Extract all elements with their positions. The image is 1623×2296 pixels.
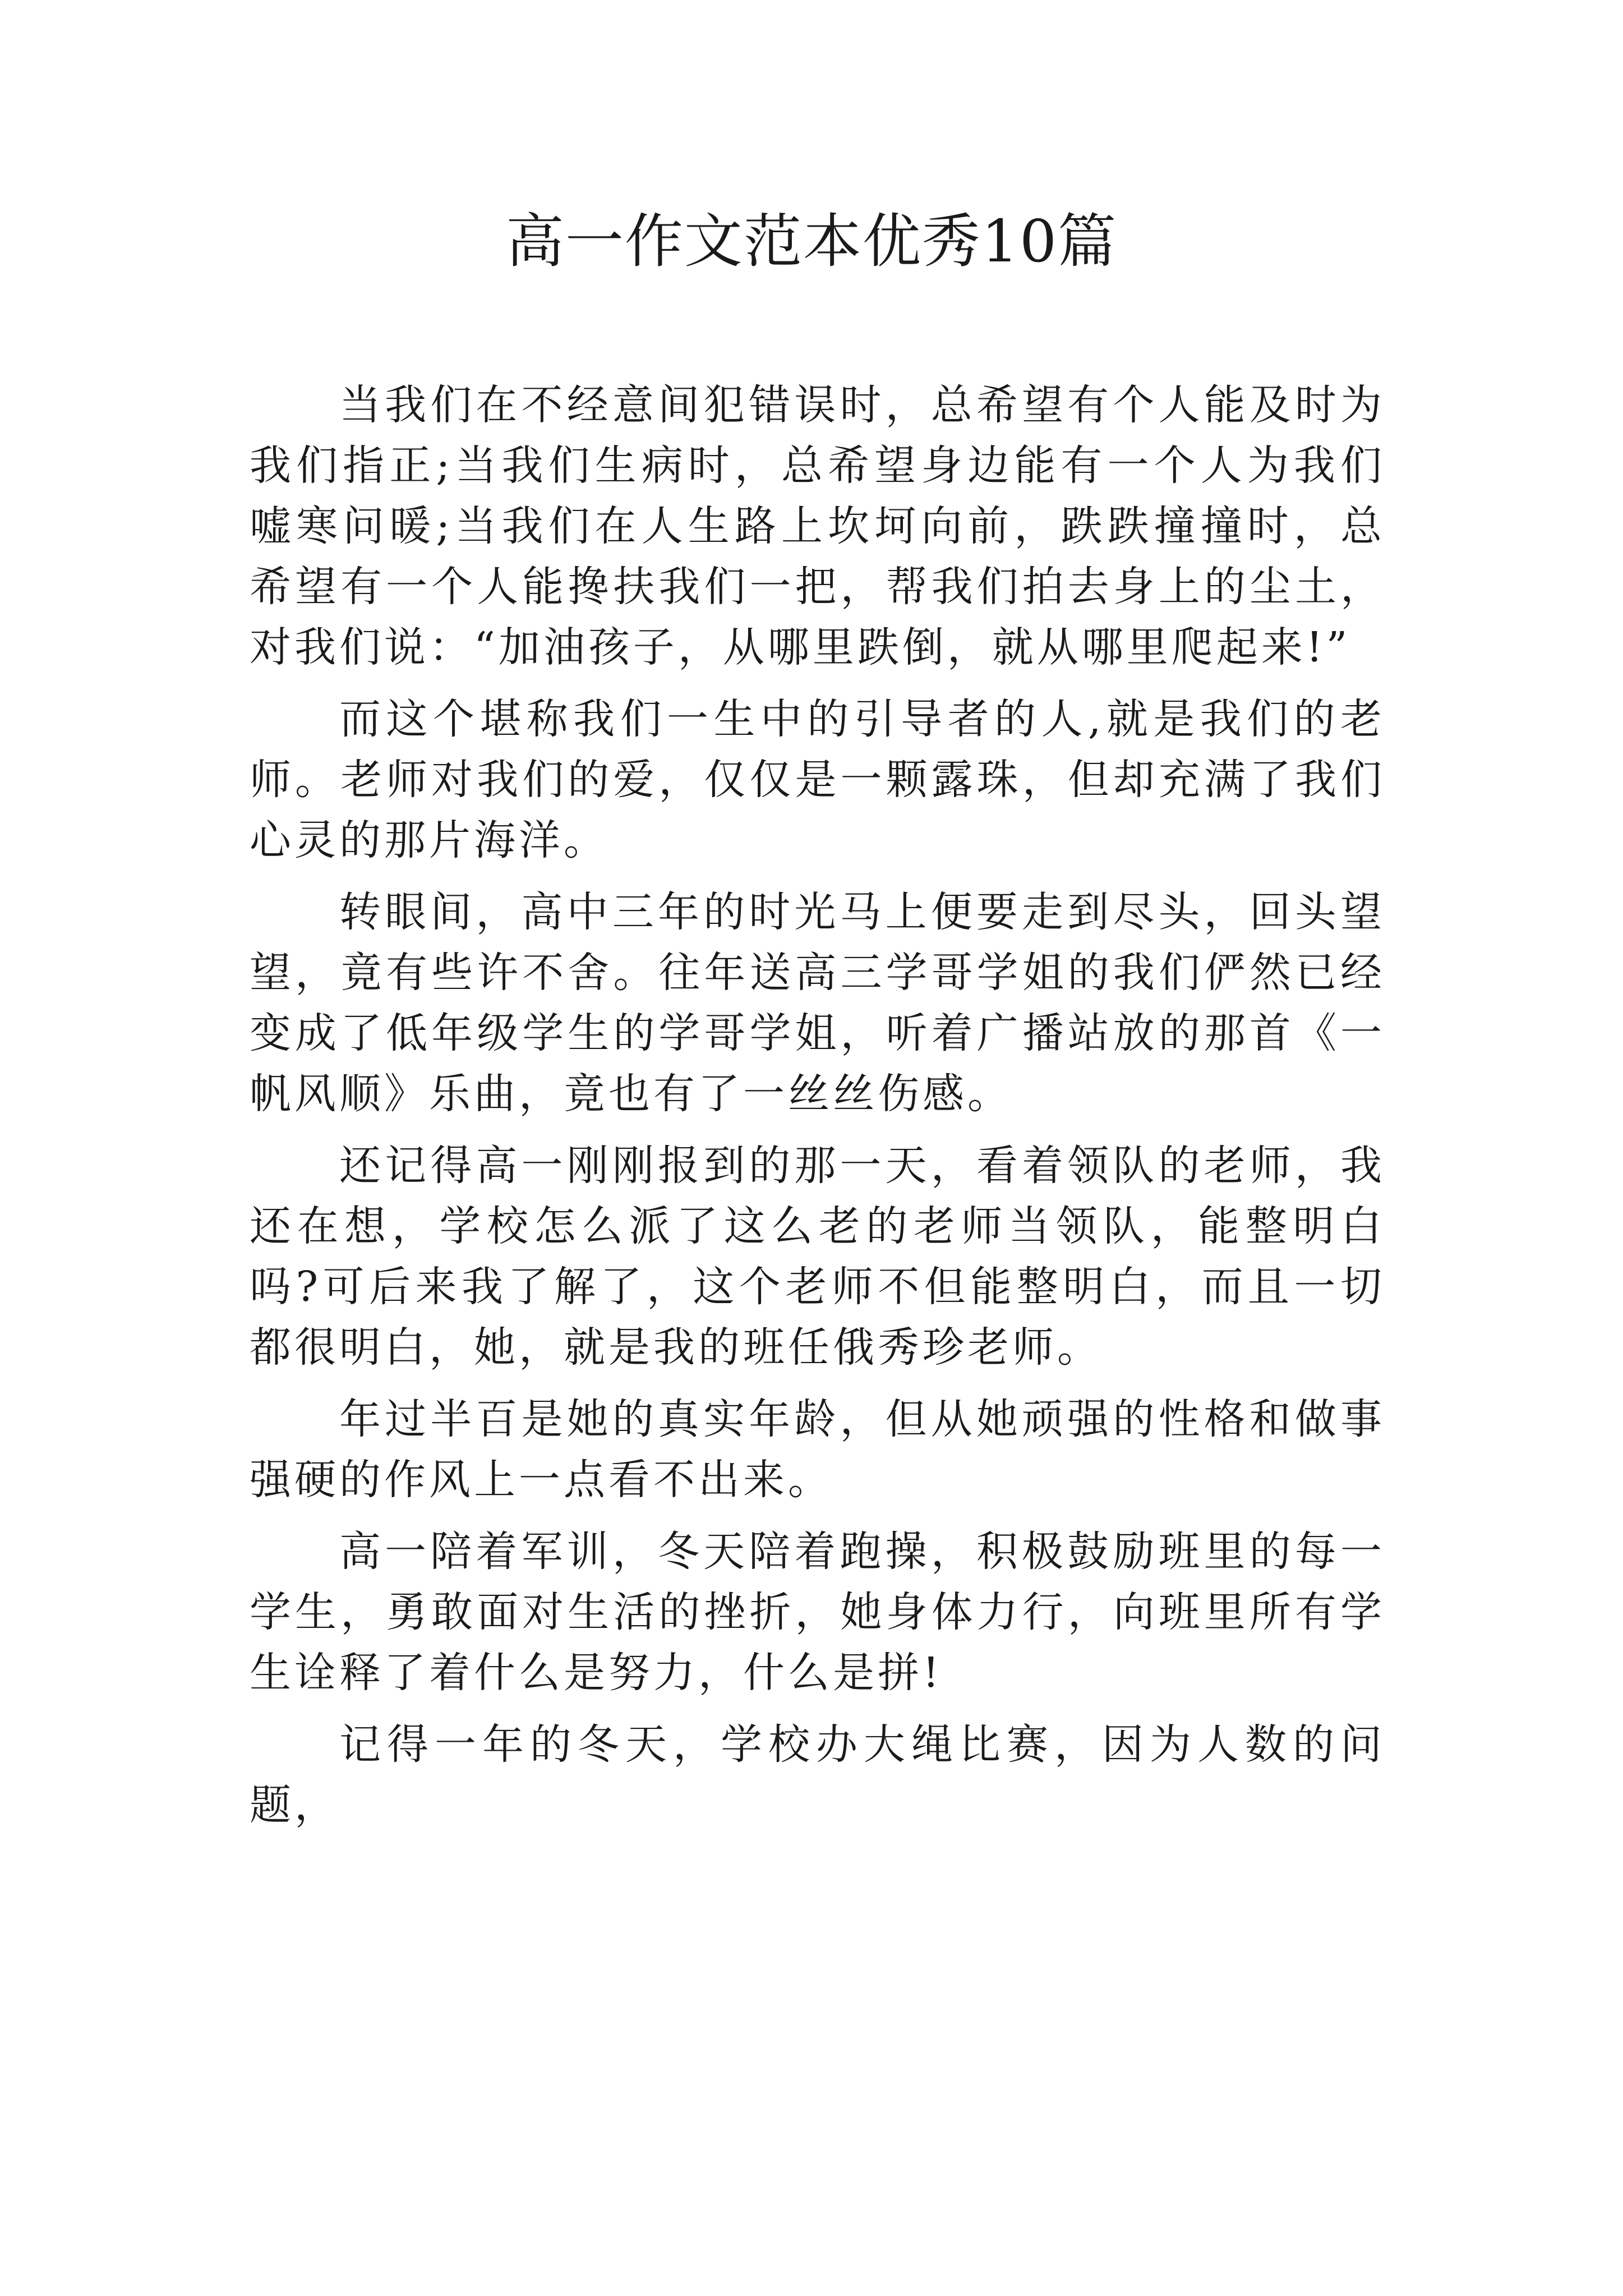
paragraph-7: 记得一年的冬天，学校办大绳比赛，因为人数的问题， [250,1720,1385,1829]
paragraph-6: 高一陪着军训，冬天陪着跑操，积极鼓励班里的每一学生，勇敢面对生活的挫折，她身体力行，向班里所有学生诠释了着什么是努力，什么是拼! [250,1527,1385,1697]
paragraph-1: 当我们在不经意间犯错误时，总希望有个人能及时为我们指正;当我们生病时，总希望身边能有一个人为我们嘘寒问暖;当我们在人生路上坎坷向前，跌跌撞撞时，总希望有一个人能搀扶我们一把，帮我们拍去身上的尘土，对我们说：“加油孩子，从哪里跌倒，就从哪里爬起来!” [250,381,1385,671]
paragraph-5: 年过半百是她的真实年龄，但从她顽强的性格和做事强硬的作风上一点看不出来。 [250,1395,1385,1504]
paragraph-4: 还记得高一刚刚报到的那一天，看着领队的老师，我还在想，学校怎么派了这么老的老师当领队，能整明白吗?可后来我了解了，这个老师不但能整明白，而且一切都很明白，她，就是我的班任俄秀珍老师。 [250,1142,1385,1372]
paragraph-2: 而这个堪称我们一生中的引导者的人,就是我们的老师。老师对我们的爱，仅仅是一颗露珠，但却充满了我们心灵的那片海洋。 [250,695,1385,864]
document-title: 高一作文范本优秀10篇 [505,207,1118,275]
paragraph-3: 转眼间，高中三年的时光马上便要走到尽头，回头望望，竟有些许不舍。往年送高三学哥学姐的我们俨然已经变成了低年级学生的学哥学姐，听着广播站放的那首《一帆风顺》乐曲，竟也有了一丝丝伤感。 [250,888,1385,1118]
document-body [250,375,1385,1847]
